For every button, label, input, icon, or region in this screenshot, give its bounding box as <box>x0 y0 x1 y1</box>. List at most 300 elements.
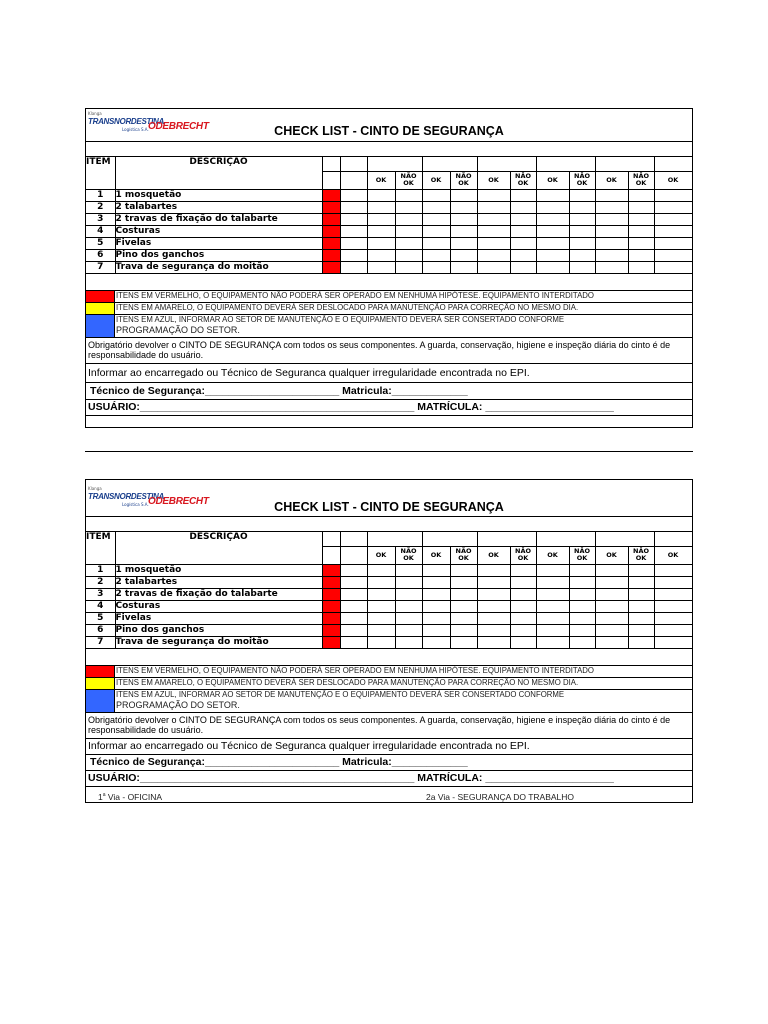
item-description: Trava de segurança do moitão <box>115 636 322 648</box>
ok-check-cell[interactable] <box>569 576 595 588</box>
nao-ok-header: NÃO OK <box>510 546 536 564</box>
table-row <box>86 612 692 624</box>
nao-ok-check-cell[interactable] <box>654 261 692 273</box>
notice-text: Obrigatório devolver o CINTO DE SEGURANÇA com todos os seus componentes. A guarda, conservação, higiene e inspeção diária do cinto é de responsabilidade do usuário. <box>88 714 671 735</box>
nao-ok-header: NÃO OK <box>628 171 654 189</box>
ok-check-cell[interactable] <box>450 612 477 624</box>
severity-color-cell <box>322 189 340 201</box>
item-number: 1 <box>86 564 115 576</box>
ok-check-cell[interactable] <box>450 189 477 201</box>
item-number: 6 <box>86 624 115 636</box>
ok-check-cell[interactable] <box>569 636 595 648</box>
nao-ok-check-cell[interactable] <box>536 588 569 600</box>
ok-check-cell[interactable] <box>510 201 536 213</box>
item-description: 1 mosquetão <box>115 564 322 576</box>
table-row <box>86 201 692 213</box>
ok-header: OK <box>536 171 569 189</box>
ok-check-cell[interactable] <box>628 225 654 237</box>
nao-ok-check-cell[interactable] <box>536 612 569 624</box>
ok-check-cell[interactable] <box>395 213 422 225</box>
tecnico-signature-line[interactable]: Técnico de Segurança:_______________________ Matricula:_____________ <box>90 755 468 768</box>
severity-color-cell <box>322 201 340 213</box>
logo-company: TRANSNORDESTINA <box>88 117 164 126</box>
nao-ok-check-cell[interactable] <box>367 612 395 624</box>
ok-header: OK <box>367 546 395 564</box>
item-description: 2 talabartes <box>115 576 322 588</box>
nao-ok-check-cell[interactable] <box>595 564 628 576</box>
ok-check-cell[interactable] <box>628 588 654 600</box>
nao-ok-header: NÃO OK <box>450 546 477 564</box>
ok-check-cell[interactable] <box>340 588 367 600</box>
ok-check-cell[interactable] <box>628 261 654 273</box>
ok-check-cell[interactable] <box>569 189 595 201</box>
checklist-form-1 <box>85 108 693 428</box>
ok-check-cell[interactable] <box>569 588 595 600</box>
legend-blue <box>86 315 692 338</box>
first-copy-sup: a <box>102 791 106 798</box>
nao-ok-check-cell[interactable] <box>536 564 569 576</box>
nao-ok-header: NÃO OK <box>569 171 595 189</box>
nao-ok-check-cell[interactable] <box>536 201 569 213</box>
ok-check-cell[interactable] <box>340 636 367 648</box>
table-row <box>86 237 692 249</box>
table-row <box>86 249 692 261</box>
nao-ok-check-cell[interactable] <box>654 225 692 237</box>
table-row <box>86 588 692 600</box>
ok-check-cell[interactable] <box>395 600 422 612</box>
ok-check-cell[interactable] <box>395 612 422 624</box>
ok-check-cell[interactable] <box>395 249 422 261</box>
nao-ok-check-cell[interactable] <box>536 189 569 201</box>
ok-check-cell[interactable] <box>340 576 367 588</box>
nao-ok-header: NÃO OK <box>450 171 477 189</box>
tecnico-row <box>86 755 692 771</box>
item-number: 5 <box>86 612 115 624</box>
form-header <box>86 109 692 142</box>
nao-ok-header: NÃO OK <box>569 546 595 564</box>
nao-ok-check-cell[interactable] <box>654 612 692 624</box>
nao-ok-check-cell[interactable] <box>422 600 450 612</box>
blue-swatch <box>86 315 115 337</box>
ok-check-cell[interactable] <box>628 201 654 213</box>
ok-check-cell[interactable] <box>450 624 477 636</box>
nao-ok-check-cell[interactable] <box>367 600 395 612</box>
nao-ok-check-cell[interactable] <box>367 213 395 225</box>
nao-ok-check-cell[interactable] <box>595 600 628 612</box>
nao-ok-check-cell[interactable] <box>536 624 569 636</box>
ok-check-cell[interactable] <box>395 261 422 273</box>
yellow-swatch <box>86 303 115 314</box>
legend-red-text: ITENS EM VERMELHO, O EQUIPAMENTO NÃO PODERÁ SER OPERADO EM NENHUMA HIPÓTESE. EQUIPAMENTO INTERDITADO <box>116 290 594 300</box>
legend-blue <box>86 690 692 713</box>
item-description: Trava de segurança do moitão <box>115 261 322 273</box>
ok-check-cell[interactable] <box>450 576 477 588</box>
item-header: ITEM <box>86 157 115 189</box>
table-row <box>86 213 692 225</box>
nao-ok-check-cell[interactable] <box>367 201 395 213</box>
nao-ok-check-cell[interactable] <box>422 624 450 636</box>
nao-ok-check-cell[interactable] <box>595 213 628 225</box>
ok-check-cell[interactable] <box>569 201 595 213</box>
ok-check-cell[interactable] <box>569 564 595 576</box>
nao-ok-check-cell[interactable] <box>367 624 395 636</box>
tecnico-row <box>86 383 692 400</box>
form-title: CHECK LIST - CINTO DE SEGURANÇA <box>274 500 504 514</box>
nao-ok-check-cell[interactable] <box>477 261 510 273</box>
nao-ok-check-cell[interactable] <box>367 636 395 648</box>
nao-ok-check-cell[interactable] <box>367 261 395 273</box>
usuario-row <box>86 771 692 787</box>
ok-check-cell[interactable] <box>628 600 654 612</box>
nao-ok-check-cell[interactable] <box>654 576 692 588</box>
nao-ok-check-cell[interactable] <box>477 588 510 600</box>
notice-row <box>86 338 692 364</box>
nao-ok-check-cell[interactable] <box>595 249 628 261</box>
ok-check-cell[interactable] <box>628 213 654 225</box>
ok-check-cell[interactable] <box>340 201 367 213</box>
ok-check-cell[interactable] <box>395 189 422 201</box>
nao-ok-check-cell[interactable] <box>654 213 692 225</box>
nao-ok-check-cell[interactable] <box>477 225 510 237</box>
table-row <box>86 624 692 636</box>
nao-ok-check-cell[interactable] <box>367 576 395 588</box>
ok-check-cell[interactable] <box>450 600 477 612</box>
ok-check-cell[interactable] <box>450 225 477 237</box>
nao-ok-check-cell[interactable] <box>595 624 628 636</box>
nao-ok-check-cell[interactable] <box>536 237 569 249</box>
ok-check-cell[interactable] <box>628 237 654 249</box>
ok-check-cell[interactable] <box>510 249 536 261</box>
legend-red-text: ITENS EM VERMELHO, O EQUIPAMENTO NÃO PODERÁ SER OPERADO EM NENHUMA HIPÓTESE. EQUIPAMENTO INTERDITADO <box>116 665 594 675</box>
severity-color-cell <box>322 576 340 588</box>
table-row <box>86 600 692 612</box>
ok-check-cell[interactable] <box>450 201 477 213</box>
ok-check-cell[interactable] <box>340 213 367 225</box>
ok-check-cell[interactable] <box>340 612 367 624</box>
nao-ok-check-cell[interactable] <box>477 189 510 201</box>
via-row <box>86 787 692 805</box>
ok-check-cell[interactable] <box>450 237 477 249</box>
nao-ok-check-cell[interactable] <box>536 225 569 237</box>
ok-check-cell[interactable] <box>510 225 536 237</box>
severity-color-cell <box>322 261 340 273</box>
ok-check-cell[interactable] <box>395 588 422 600</box>
severity-color-cell <box>322 564 340 576</box>
ok-check-cell[interactable] <box>510 636 536 648</box>
nao-ok-check-cell[interactable] <box>654 600 692 612</box>
nao-ok-check-cell[interactable] <box>536 636 569 648</box>
nao-ok-check-cell[interactable] <box>654 201 692 213</box>
checklist-table <box>86 532 692 649</box>
spacer-row <box>86 274 692 291</box>
ok-check-cell[interactable] <box>510 189 536 201</box>
ok-check-cell[interactable] <box>628 612 654 624</box>
nao-ok-check-cell[interactable] <box>422 636 450 648</box>
nao-ok-check-cell[interactable] <box>422 249 450 261</box>
logo-small-text: Klanga <box>88 486 102 491</box>
form-header <box>86 480 692 517</box>
ok-check-cell[interactable] <box>628 576 654 588</box>
nao-ok-check-cell[interactable] <box>595 588 628 600</box>
nao-ok-check-cell[interactable] <box>422 189 450 201</box>
ok-check-cell[interactable] <box>450 249 477 261</box>
nao-ok-check-cell[interactable] <box>367 237 395 249</box>
ok-header: OK <box>422 171 450 189</box>
nao-ok-check-cell[interactable] <box>654 237 692 249</box>
ok-check-cell[interactable] <box>340 189 367 201</box>
ok-check-cell[interactable] <box>340 624 367 636</box>
item-description: 1 mosquetão <box>115 189 322 201</box>
ok-check-cell[interactable] <box>628 249 654 261</box>
ok-check-cell[interactable] <box>628 564 654 576</box>
description-header: DESCRIÇÃO <box>115 157 322 189</box>
nao-ok-check-cell[interactable] <box>654 564 692 576</box>
ok-check-cell[interactable] <box>395 201 422 213</box>
nao-ok-check-cell[interactable] <box>536 600 569 612</box>
item-description: Costuras <box>115 225 322 237</box>
nao-ok-check-cell[interactable] <box>595 612 628 624</box>
ok-check-cell[interactable] <box>450 636 477 648</box>
nao-ok-check-cell[interactable] <box>422 225 450 237</box>
item-header: ITEM <box>86 532 115 564</box>
severity-color-cell <box>322 225 340 237</box>
ok-check-cell[interactable] <box>569 249 595 261</box>
nao-ok-check-cell[interactable] <box>422 576 450 588</box>
severity-color-cell <box>322 213 340 225</box>
item-number: 6 <box>86 249 115 261</box>
ok-check-cell[interactable] <box>450 588 477 600</box>
severity-color-cell <box>322 612 340 624</box>
logo-company: TRANSNORDESTINA <box>88 492 164 501</box>
legend-red <box>86 666 692 678</box>
nao-ok-check-cell[interactable] <box>595 201 628 213</box>
first-copy-label <box>98 792 162 802</box>
table-row <box>86 189 692 201</box>
ok-check-cell[interactable] <box>510 576 536 588</box>
item-description: Pino dos ganchos <box>115 249 322 261</box>
ok-check-cell[interactable] <box>628 624 654 636</box>
ok-check-cell[interactable] <box>569 213 595 225</box>
ok-check-cell[interactable] <box>395 564 422 576</box>
inform-row <box>86 739 692 755</box>
ok-header: OK <box>477 171 510 189</box>
item-number: 7 <box>86 636 115 648</box>
item-number: 4 <box>86 225 115 237</box>
nao-ok-check-cell[interactable] <box>595 261 628 273</box>
inform-text: Informar ao encarregado ou Técnico de Seguranca qualquer irregularidade encontrada no EPI. <box>88 366 530 379</box>
yellow-swatch <box>86 678 115 689</box>
nao-ok-check-cell[interactable] <box>477 201 510 213</box>
legend-blue-text <box>116 315 690 335</box>
severity-color-cell <box>322 237 340 249</box>
nao-ok-check-cell[interactable] <box>654 624 692 636</box>
item-number: 3 <box>86 588 115 600</box>
ok-check-cell[interactable] <box>395 576 422 588</box>
nao-ok-header: NÃO OK <box>395 171 422 189</box>
ok-check-cell[interactable] <box>569 612 595 624</box>
logo-partner: ODEBRECHT <box>148 121 209 132</box>
usuario-signature-line[interactable]: USUÁRIO:_______________________________________________ MATRÍCULA: ______________________ <box>88 400 614 413</box>
nao-ok-check-cell[interactable] <box>477 564 510 576</box>
nao-ok-check-cell[interactable] <box>422 237 450 249</box>
table-row <box>86 636 692 648</box>
ok-check-cell[interactable] <box>569 261 595 273</box>
nao-ok-check-cell[interactable] <box>654 588 692 600</box>
item-number: 5 <box>86 237 115 249</box>
nao-ok-check-cell[interactable] <box>422 213 450 225</box>
nao-ok-check-cell[interactable] <box>654 636 692 648</box>
ok-check-cell[interactable] <box>510 624 536 636</box>
ok-header: OK <box>422 546 450 564</box>
item-description: Costuras <box>115 600 322 612</box>
usuario-row <box>86 400 692 416</box>
nao-ok-check-cell[interactable] <box>536 576 569 588</box>
nao-ok-check-cell[interactable] <box>367 588 395 600</box>
item-description: Fivelas <box>115 237 322 249</box>
nao-ok-check-cell[interactable] <box>477 237 510 249</box>
table-row <box>86 576 692 588</box>
nao-ok-check-cell[interactable] <box>422 588 450 600</box>
nao-ok-check-cell[interactable] <box>422 261 450 273</box>
nao-ok-check-cell[interactable] <box>654 249 692 261</box>
nao-ok-header: NÃO OK <box>510 171 536 189</box>
item-description: Fivelas <box>115 612 322 624</box>
notice-text: Obrigatório devolver o CINTO DE SEGURANÇA com todos os seus componentes. A guarda, conservação, higiene e inspeção diária do cinto é de responsabilidade do usuário. <box>88 339 671 360</box>
spacer-row <box>86 649 692 666</box>
nao-ok-check-cell[interactable] <box>536 213 569 225</box>
nao-ok-check-cell[interactable] <box>477 576 510 588</box>
ok-check-cell[interactable] <box>510 261 536 273</box>
usuario-signature-line[interactable]: USUÁRIO:_______________________________________________ MATRÍCULA: ______________________ <box>88 771 614 784</box>
nao-ok-check-cell[interactable] <box>367 249 395 261</box>
nao-ok-check-cell[interactable] <box>477 636 510 648</box>
ok-check-cell[interactable] <box>569 600 595 612</box>
nao-ok-check-cell[interactable] <box>477 612 510 624</box>
ok-header: OK <box>654 171 692 189</box>
nao-ok-check-cell[interactable] <box>536 261 569 273</box>
ok-check-cell[interactable] <box>395 636 422 648</box>
nao-ok-check-cell[interactable] <box>477 624 510 636</box>
legend-yellow <box>86 678 692 690</box>
item-number: 4 <box>86 600 115 612</box>
severity-color-cell <box>322 624 340 636</box>
inform-text: Informar ao encarregado ou Técnico de Seguranca qualquer irregularidade encontrada no EPI. <box>88 739 530 752</box>
item-number: 2 <box>86 201 115 213</box>
ok-header: OK <box>477 546 510 564</box>
item-description: 2 talabartes <box>115 201 322 213</box>
nao-ok-check-cell[interactable] <box>654 189 692 201</box>
severity-color-cell <box>322 636 340 648</box>
ok-check-cell[interactable] <box>340 237 367 249</box>
ok-check-cell[interactable] <box>340 225 367 237</box>
nao-ok-check-cell[interactable] <box>595 237 628 249</box>
ok-check-cell[interactable] <box>569 225 595 237</box>
logo-subtitle: Logística S.A. <box>122 502 149 507</box>
item-number: 1 <box>86 189 115 201</box>
item-number: 3 <box>86 213 115 225</box>
severity-color-cell <box>322 600 340 612</box>
ok-check-cell[interactable] <box>340 261 367 273</box>
nao-ok-check-cell[interactable] <box>595 225 628 237</box>
nao-ok-check-cell[interactable] <box>595 189 628 201</box>
first-copy-num: 1 <box>98 791 103 802</box>
table-row <box>86 261 692 273</box>
ok-check-cell[interactable] <box>395 237 422 249</box>
nao-ok-check-cell[interactable] <box>477 213 510 225</box>
blue-swatch <box>86 690 115 712</box>
item-number: 2 <box>86 576 115 588</box>
ok-check-cell[interactable] <box>450 261 477 273</box>
nao-ok-check-cell[interactable] <box>477 249 510 261</box>
ok-header: OK <box>536 546 569 564</box>
table-row <box>86 225 692 237</box>
ok-check-cell[interactable] <box>510 564 536 576</box>
first-copy-text: Via - OFICINA <box>105 791 163 802</box>
inform-row <box>86 364 692 383</box>
logo-partner: ODEBRECHT <box>148 496 209 507</box>
spacer-row <box>86 142 692 157</box>
legend-yellow <box>86 303 692 315</box>
cut-line <box>85 451 693 452</box>
legend-blue-line1: ITENS EM AZUL, INFORMAR AO SETOR DE MANUTENÇÃO E O EQUIPAMENTO DEVERÁ SER CONSERTADO CONFORME <box>116 689 565 699</box>
nao-ok-header: NÃO OK <box>395 546 422 564</box>
nao-ok-check-cell[interactable] <box>595 576 628 588</box>
nao-ok-check-cell[interactable] <box>595 636 628 648</box>
checklist-table <box>86 157 692 274</box>
legend-blue-line2: PROGRAMAÇÃO DO SETOR. <box>116 324 240 335</box>
nao-ok-check-cell[interactable] <box>367 189 395 201</box>
ok-check-cell[interactable] <box>450 564 477 576</box>
ok-check-cell[interactable] <box>510 612 536 624</box>
ok-check-cell[interactable] <box>628 636 654 648</box>
logo-subtitle: Logística S.A. <box>122 127 149 132</box>
ok-check-cell[interactable] <box>628 189 654 201</box>
ok-check-cell[interactable] <box>450 213 477 225</box>
ok-check-cell[interactable] <box>510 213 536 225</box>
red-swatch <box>86 666 115 677</box>
ok-check-cell[interactable] <box>569 624 595 636</box>
ok-check-cell[interactable] <box>510 600 536 612</box>
ok-check-cell[interactable] <box>340 564 367 576</box>
ok-check-cell[interactable] <box>395 225 422 237</box>
second-copy-label: 2a Via - SEGURANÇA DO TRABALHO <box>426 791 575 802</box>
ok-header: OK <box>367 171 395 189</box>
ok-check-cell[interactable] <box>510 237 536 249</box>
description-header: DESCRIÇÃO <box>115 532 322 564</box>
table-row <box>86 564 692 576</box>
nao-ok-check-cell[interactable] <box>536 249 569 261</box>
legend-yellow-text: ITENS EM AMARELO, O EQUIPAMENTO DEVERÁ SER DESLOCADO PARA MANUTENÇÃO PARA CORREÇÃO NO MESMO DIA. <box>116 677 579 687</box>
severity-color-cell <box>322 249 340 261</box>
ok-check-cell[interactable] <box>340 600 367 612</box>
legend-blue-text <box>116 690 690 710</box>
ok-check-cell[interactable] <box>340 249 367 261</box>
tecnico-signature-line[interactable]: Técnico de Segurança:_______________________ Matricula:_____________ <box>90 384 468 397</box>
ok-check-cell[interactable] <box>395 624 422 636</box>
ok-check-cell[interactable] <box>569 237 595 249</box>
nao-ok-check-cell[interactable] <box>367 225 395 237</box>
nao-ok-check-cell[interactable] <box>422 201 450 213</box>
nao-ok-check-cell[interactable] <box>422 564 450 576</box>
nao-ok-check-cell[interactable] <box>422 612 450 624</box>
item-description: 2 travas de fixação do talabarte <box>115 588 322 600</box>
nao-ok-check-cell[interactable] <box>367 564 395 576</box>
legend-yellow-text: ITENS EM AMARELO, O EQUIPAMENTO DEVERÁ SER DESLOCADO PARA MANUTENÇÃO PARA CORREÇÃO NO MESMO DIA. <box>116 302 579 312</box>
notice-row <box>86 713 692 739</box>
ok-check-cell[interactable] <box>510 588 536 600</box>
ok-header: OK <box>595 546 628 564</box>
nao-ok-check-cell[interactable] <box>477 600 510 612</box>
